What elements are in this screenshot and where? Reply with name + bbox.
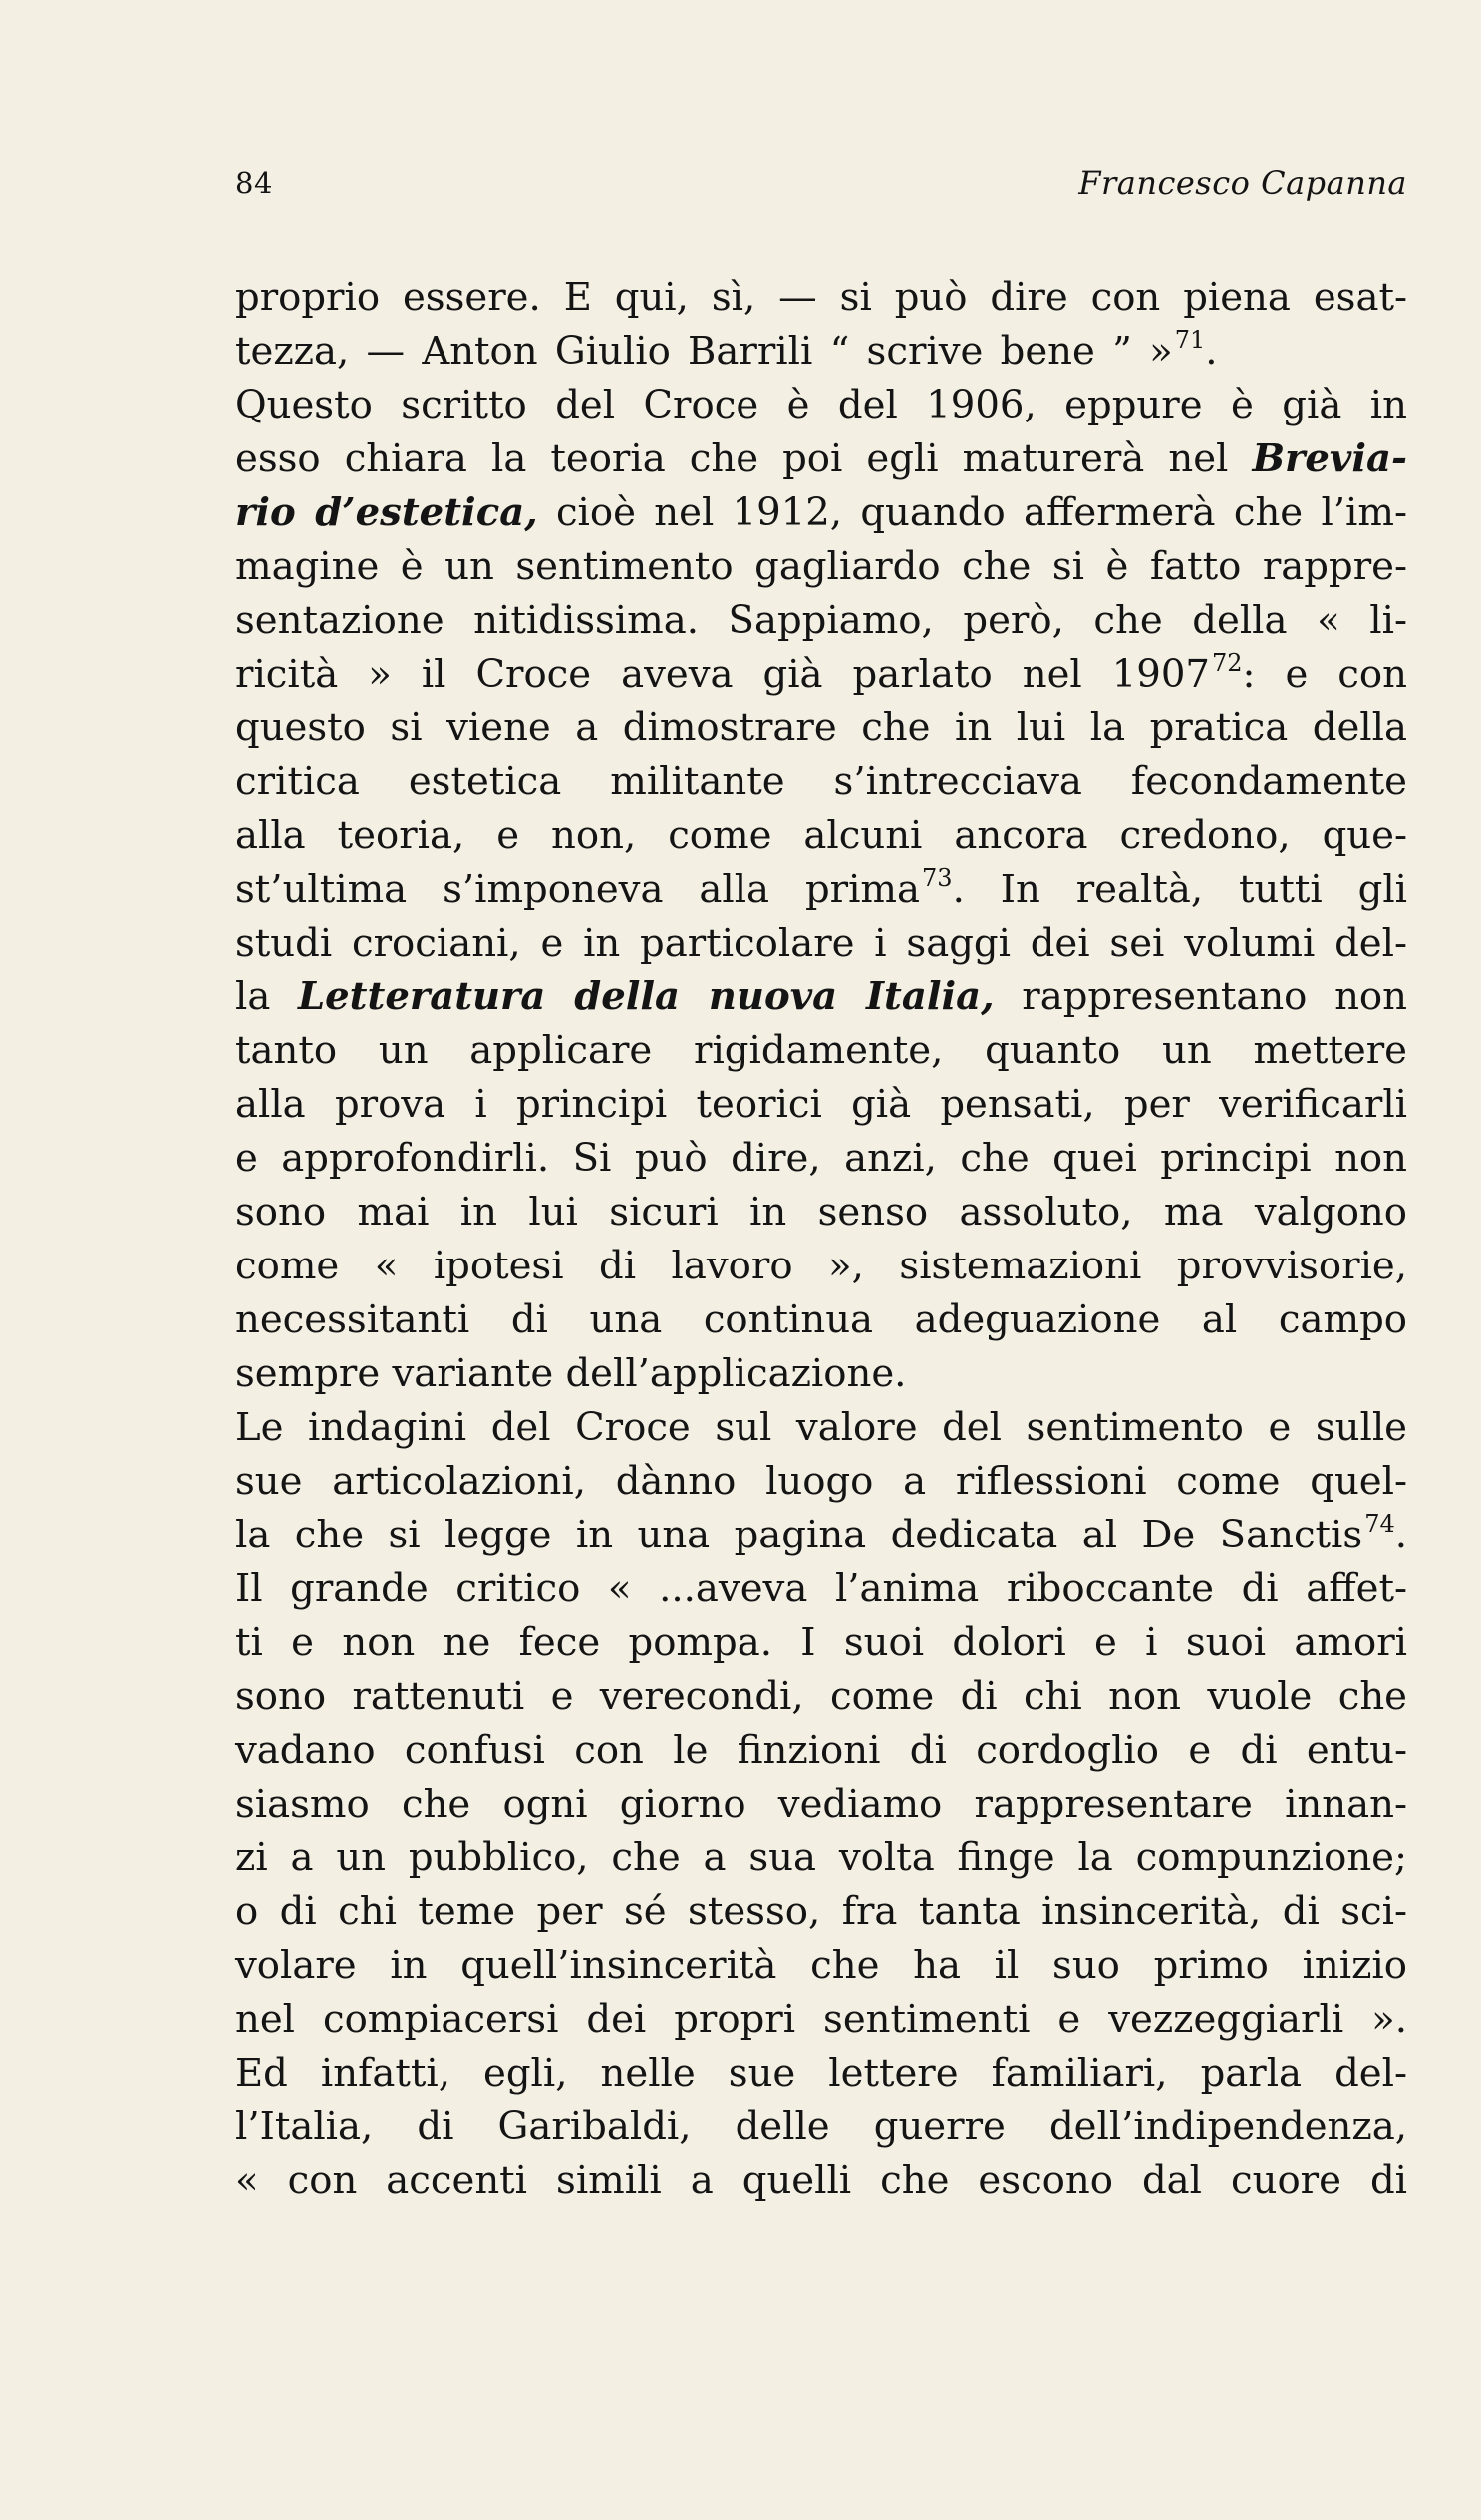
text-line: alla teoria, e non, come alcuni ancora credono, que-	[235, 813, 1407, 858]
book-title: Brevia-	[1252, 436, 1407, 481]
text-line: esso chiara la teoria che poi egli maturerà nel Brevia-	[235, 436, 1407, 481]
text-line: magine è un sentimento gagliardo che si è fatto rappre-	[235, 544, 1407, 589]
text-line: ricità » il Croce aveva già parlato nel 1907$^{72}$: e con	[235, 649, 1407, 697]
text-line: studi crociani, e in particolare i saggi dei sei volumi del-	[235, 921, 1407, 966]
text-line: critica estetica militante s’intrecciava fecondamente	[235, 759, 1407, 804]
text-line: o di chi teme per sé stesso, fra tanta insincerità, di sci-	[235, 1889, 1407, 1934]
footnote-ref: 74	[1364, 1510, 1395, 1538]
text-line: questo si viene a dimostrare che in lui la pratica della	[235, 705, 1407, 750]
text-line: e approfondirli. Si può dire, anzi, che quei principi non	[235, 1136, 1407, 1181]
page-header	[235, 161, 1407, 205]
text-line: l’Italia, di Garibaldi, delle guerre dell’indipendenza,	[235, 2104, 1407, 2149]
text-line: proprio essere. E qui, sì, — si può dire con piena esat-	[235, 275, 1407, 320]
text-line: sono rattenuti e verecondi, come di chi non vuole che	[235, 1674, 1407, 1719]
footnote-ref: 73	[922, 864, 953, 892]
book-title: Letteratura della nuova Italia,	[298, 975, 995, 1019]
text-line: ti e non ne fece pompa. I suoi dolori e i suoi amori	[235, 1620, 1407, 1665]
text-line: sempre variante dell’applicazione.	[235, 1351, 907, 1396]
text-line: siasmo che ogni giorno vediamo rappresentare innan-	[235, 1782, 1407, 1826]
text-line: tezza, — Anton Giulio Barrili “ scrive bene ” »$^{71}$.	[235, 326, 1218, 374]
text-line: sue articolazioni, dànno luogo a riflessioni come quel-	[235, 1459, 1407, 1504]
text-line: nel compiacersi dei propri sentimenti e vezzeggiarli ».	[235, 1997, 1407, 2042]
text-line: la Letteratura della nuova Italia, rappresentano non	[235, 975, 1407, 1019]
text-line: Questo scritto del Croce è del 1906, eppure è già in	[235, 383, 1407, 427]
text-line: tanto un applicare rigidamente, quanto un mettere	[235, 1028, 1407, 1073]
book-title: rio d’estetica,	[235, 490, 538, 535]
text-line: Il grande critico « ...aveva l’anima riboccante di affet-	[235, 1566, 1407, 1611]
text-line: st’ultima s’imponeva alla prima$^{73}$. In realtà, tutti gli	[235, 864, 1407, 912]
page-number: 84	[235, 166, 273, 200]
text-line: necessitanti di una continua adeguazione al campo	[235, 1297, 1407, 1342]
text-line: volare in quell’insincerità che ha il suo primo inizio	[235, 1943, 1407, 1988]
text-line: « con accenti simili a quelli che escono dal cuore di	[235, 2158, 1407, 2203]
text-line: come « ipotesi di lavoro », sistemazioni provvisorie,	[235, 1244, 1407, 1288]
text-line: la che si legge in una pagina dedicata al De Sanctis$^{74}$.	[235, 1510, 1407, 1557]
text-line: rio d’estetica, cioè nel 1912, quando affermerà che l’im-	[235, 490, 1407, 535]
text-line: Ed infatti, egli, nelle sue lettere familiari, parla del-	[235, 2051, 1407, 2096]
text-line: alla prova i principi teorici già pensati, per verificarli	[235, 1082, 1407, 1127]
text-line: vadano confusi con le finzioni di cordoglio e di entu-	[235, 1728, 1407, 1773]
running-head-author: Francesco Capanna	[1078, 164, 1407, 202]
footnote-ref: 72	[1211, 649, 1243, 677]
text-line: sono mai in lui sicuri in senso assoluto, ma valgono	[235, 1190, 1407, 1235]
text-line: zi a un pubblico, che a sua volta finge la compunzione;	[235, 1835, 1407, 1880]
text-line: Le indagini del Croce sul valore del sentimento e sulle	[235, 1405, 1407, 1450]
text-line: sentazione nitidissima. Sappiamo, però, che della « li-	[235, 598, 1407, 643]
body-text	[235, 271, 1407, 2208]
footnote-ref: 71	[1174, 326, 1206, 354]
